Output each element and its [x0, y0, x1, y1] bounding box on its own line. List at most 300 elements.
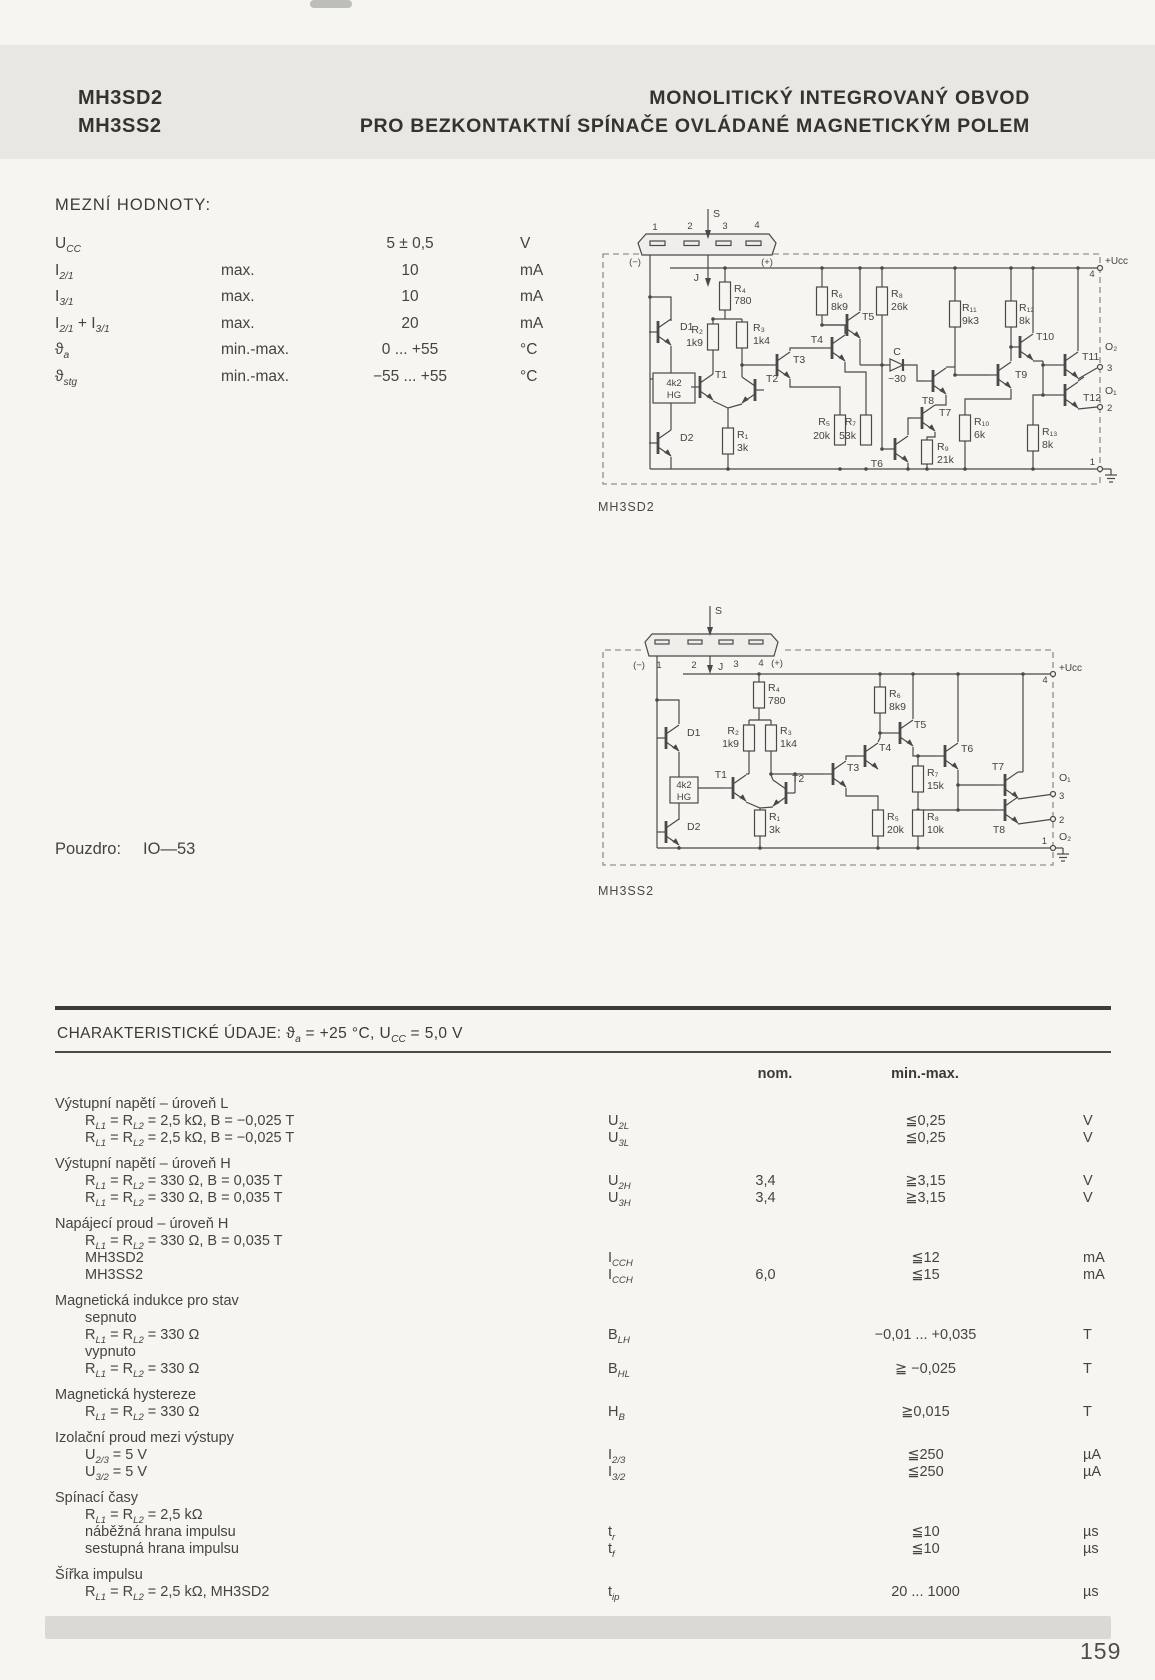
symbol: $I_{3/2}$	[608, 1464, 626, 1483]
section-label: Izolační proud mezi výstupy	[55, 1430, 234, 1446]
nom-value: 6,0	[755, 1267, 776, 1283]
label-r1-value: 3k	[737, 442, 749, 454]
nom-value	[708, 1113, 823, 1130]
limits-table	[55, 231, 595, 390]
nom-value: 3,4	[755, 1173, 776, 1189]
label-t5: T5	[862, 311, 875, 323]
transistor-t9	[989, 362, 1012, 389]
nom-value	[708, 1524, 823, 1541]
label-hg: HG	[676, 792, 692, 803]
unit: V	[1083, 1190, 1093, 1206]
condition: $R_{L1} = R_{L2} = 330$ Ω, B = 0,035 T	[85, 1233, 283, 1252]
pin-label: 3	[1107, 363, 1113, 374]
table-data-row	[55, 1344, 1107, 1361]
condition: $R_{L1} = R_{L2} = 330$ Ω	[85, 1327, 200, 1346]
unit: µs	[1083, 1524, 1099, 1540]
label-r3: R₃	[753, 322, 765, 334]
polarity-plus: (+)	[771, 658, 783, 669]
table-section-row	[55, 1096, 1107, 1113]
minmax-value	[823, 1233, 1028, 1250]
diode-c	[890, 359, 903, 371]
minmax-value: 20 ... 1000	[891, 1584, 960, 1600]
characteristics-title: CHARAKTERISTICKÉ ÚDAJE: $ϑ_a = +25$ °C, $U_{CC} = 5,0$ V	[57, 1025, 463, 1046]
label-r6: R₆	[889, 688, 901, 700]
part-numbers	[78, 84, 163, 140]
label-r1: R₁	[737, 429, 749, 441]
minmax-value: ≦10	[911, 1524, 940, 1540]
label-r4: R₄	[734, 283, 746, 295]
flux-arrow-j-icon	[707, 656, 713, 674]
resistor-r5-body	[873, 810, 884, 836]
limit-row	[55, 284, 595, 311]
transistor-t6	[886, 436, 909, 463]
condition: $R_{L1} = R_{L2} = 2,5$ kΩ, B = −0,025 T	[85, 1113, 295, 1132]
limit-row	[55, 364, 595, 391]
section-label: Výstupní napětí – úroveň L	[55, 1096, 229, 1112]
label-r2: R₂	[727, 725, 739, 737]
label-o2: O₂	[1105, 341, 1118, 353]
resistor-r1-body	[723, 428, 734, 454]
title-line-2: PRO BEZKONTAKTNÍ SPÍNAČE OVLÁDANÉ MAGNETICKÝM POLEM	[359, 115, 1030, 137]
label-r10-value: 6k	[974, 429, 986, 441]
transistor-t8	[924, 368, 947, 395]
package-label: Pouzdro:	[55, 840, 122, 858]
label-t7: T7	[939, 407, 952, 419]
transistor-d2	[657, 819, 680, 846]
characteristics-table	[55, 1087, 1107, 1601]
table-data-row	[55, 1584, 1107, 1601]
label-t6: T6	[961, 743, 974, 755]
symbol: $U_{2H}$	[608, 1173, 631, 1192]
minmax-value: ≧3,15	[905, 1190, 946, 1206]
pin-label: 3	[1059, 791, 1065, 802]
pin-label: 4	[758, 658, 764, 669]
transistor-d1	[657, 725, 680, 752]
table-data-row	[55, 1173, 1107, 1190]
unit: V	[1083, 1130, 1093, 1146]
label-r6: R₆	[831, 288, 843, 300]
polarity-minus: (−)	[629, 257, 641, 268]
transistor-t7	[913, 405, 936, 432]
limit-condition	[205, 231, 325, 258]
label-d2: D2	[680, 432, 694, 444]
polarity-minus: (−)	[633, 660, 645, 671]
label-r3: R₃	[780, 725, 792, 737]
limit-unit: °C	[520, 341, 538, 358]
minmax-value	[823, 1507, 1028, 1524]
table-data-row	[55, 1447, 1107, 1464]
transistor-t12	[1056, 382, 1079, 409]
limit-row	[55, 337, 595, 364]
symbol	[608, 1233, 708, 1250]
symbol: $I_{2/3}$	[608, 1447, 626, 1466]
column-header-minmax: min.-max.	[891, 1066, 959, 1082]
label-r4: R₄	[768, 682, 780, 694]
flux-arrow-s-icon	[707, 606, 713, 636]
pin-label: 2	[1107, 403, 1113, 414]
minmax-value: ≧ −0,025	[895, 1361, 956, 1377]
resistor-r6-body	[875, 687, 886, 713]
limit-condition: min.-max.	[221, 367, 290, 385]
condition: sepnuto	[85, 1310, 137, 1326]
label-t8: T8	[992, 824, 1006, 836]
label-hg-value: 4k2	[676, 780, 692, 791]
limit-unit: mA	[520, 314, 544, 332]
label-t2: T2	[792, 773, 805, 785]
polarity-plus: (+)	[761, 257, 773, 268]
limit-condition: min.-max.	[221, 341, 290, 358]
limit-condition: max.	[221, 314, 255, 332]
label-r6-value: 8k9	[889, 701, 906, 713]
table-data-row	[55, 1310, 1107, 1327]
label-d1: D1	[680, 321, 694, 333]
pin-label: 3	[722, 221, 728, 232]
transistor-t4	[823, 335, 846, 362]
table-data-row	[55, 1361, 1107, 1378]
label-r4-value: 780	[768, 695, 786, 707]
transistor-t8	[996, 797, 1019, 824]
table-section-row	[55, 1430, 1107, 1447]
resistor-r2-body	[708, 324, 719, 350]
limit-unit: V	[520, 235, 531, 252]
label-r5-value: 20k	[813, 430, 830, 442]
terminal-out3	[1098, 365, 1103, 370]
limit-symbol: $I_{2/1} + I_{3/1}$	[55, 314, 110, 335]
label-r1-value: 3k	[769, 824, 781, 836]
pin-label: 2	[691, 660, 697, 671]
boundary-dashed-box	[603, 650, 1053, 865]
flux-arrow-j-icon	[705, 255, 711, 287]
section-label: Magnetická indukce pro stav	[55, 1293, 239, 1309]
resistor-r13-body	[1028, 425, 1039, 451]
terminal-out3	[1051, 792, 1056, 797]
label-r3-value: 1k4	[780, 738, 797, 750]
limit-condition: max.	[221, 261, 255, 279]
limit-unit: mA	[520, 261, 544, 279]
label-r9-value: 21k	[937, 454, 954, 466]
label-t12: T12	[1083, 392, 1102, 404]
table-data-row	[55, 1524, 1107, 1541]
pin-label: 3	[733, 659, 739, 670]
condition: $R_{L1} = R_{L2} = 2,5$ kΩ, MH3SD2	[85, 1584, 270, 1603]
table-data-row	[55, 1327, 1107, 1344]
unit: µs	[1083, 1541, 1099, 1557]
resistor-r1-body	[755, 810, 766, 836]
resistor-r8-body	[913, 810, 924, 836]
condition: $R_{L1} = R_{L2} = 330$ Ω	[85, 1361, 200, 1380]
symbol: $U_{3L}$	[608, 1130, 630, 1149]
condition: náběžná hrana impulsu	[85, 1524, 236, 1540]
resistor-r3-body	[737, 322, 748, 348]
nom-value	[708, 1361, 823, 1378]
transistor-t6	[936, 743, 959, 770]
label-o2: O₂	[1059, 831, 1072, 843]
limit-symbol: $I_{3/1}$	[55, 288, 74, 309]
pin-label: 2	[687, 221, 693, 232]
schematic1-caption: MH3SD2	[598, 500, 655, 514]
package-outline	[645, 634, 778, 656]
symbol: $B_{HL}$	[608, 1361, 630, 1380]
table-data-row	[55, 1267, 1107, 1284]
section-label: Spínací časy	[55, 1490, 139, 1506]
limit-value: 10	[401, 261, 419, 279]
label-r8: R₈	[927, 811, 939, 823]
terminal-ucc	[1051, 672, 1056, 677]
label-r2-value: 1k9	[722, 738, 739, 750]
resistor-r4-body	[754, 682, 765, 708]
pin-label: 1	[652, 222, 658, 233]
condition: $U_{2/3} = 5$ V	[85, 1447, 148, 1466]
package-line	[55, 840, 195, 859]
document-title	[260, 84, 1030, 140]
limit-value: 10	[401, 288, 419, 305]
nom-value	[708, 1327, 823, 1344]
condition: $R_{L1} = R_{L2} = 2,5$ kΩ, B = −0,025 T	[85, 1130, 295, 1149]
nom-value	[708, 1584, 823, 1601]
minmax-value	[823, 1310, 1028, 1327]
label-r5-value: 20k	[887, 824, 904, 836]
schematic-mh3ss2	[595, 570, 1130, 880]
terminal-gnd	[1098, 467, 1103, 472]
label-r11-value: 9k3	[962, 315, 979, 327]
symbol	[608, 1344, 708, 1361]
nom-value	[708, 1541, 823, 1558]
label-j: J	[718, 661, 724, 673]
label-hg: HG	[666, 390, 682, 401]
resistor-r8-body	[877, 287, 888, 315]
minmax-value	[823, 1344, 1028, 1361]
table-data-row	[55, 1507, 1107, 1524]
limit-unit: °C	[520, 367, 538, 385]
table-header-rule	[55, 1051, 1111, 1053]
label-j: J	[693, 272, 699, 284]
minmax-value: ≧0,015	[901, 1404, 950, 1420]
label-r8: R₈	[891, 288, 903, 300]
nom-value	[708, 1447, 823, 1464]
table-data-row	[55, 1250, 1107, 1267]
label-t4: T4	[879, 742, 892, 754]
limit-value: −55 ... +55	[372, 367, 448, 385]
label-ucc: +Ucc	[1059, 663, 1083, 674]
symbol	[608, 1507, 708, 1524]
label-c: C	[893, 346, 901, 358]
table-data-row	[55, 1190, 1107, 1207]
symbol: $H_B$	[608, 1404, 625, 1423]
label-r12: R₁₂	[1019, 302, 1035, 314]
table-data-row	[55, 1464, 1107, 1481]
limit-condition: max.	[221, 288, 255, 305]
ground-icon	[1057, 848, 1069, 861]
label-t7: T7	[991, 761, 1005, 773]
label-t10: T10	[1036, 331, 1055, 343]
column-header-nom: nom.	[757, 1066, 793, 1082]
minmax-value: −0,01 ... +0,035	[874, 1327, 977, 1343]
label-r2: R₂	[691, 324, 703, 336]
label-t6: T6	[870, 458, 883, 470]
minmax-value: ≦0,25	[905, 1113, 946, 1129]
title-line-1: MONOLITICKÝ INTEGROVANÝ OBVOD	[649, 87, 1030, 109]
transistor-t5	[891, 720, 914, 747]
symbol: $I_{CCH}$	[608, 1250, 633, 1269]
minmax-value: ≦12	[911, 1250, 940, 1266]
label-t1: T1	[714, 369, 728, 381]
label-t9: T9	[1015, 369, 1028, 381]
limit-unit: mA	[520, 288, 544, 305]
label-r8-value: 26k	[891, 301, 908, 313]
resistor-r2-body	[744, 725, 755, 751]
symbol: $t_f$	[608, 1541, 615, 1560]
unit: V	[1083, 1113, 1093, 1129]
pin-label: 4	[1042, 675, 1048, 686]
label-o1: O₁	[1059, 772, 1071, 784]
terminal-out2	[1098, 405, 1103, 410]
part-number-1: MH3SD2	[78, 87, 163, 109]
unit: µs	[1083, 1584, 1099, 1600]
nom-value	[708, 1310, 823, 1327]
limit-value: 0 ... +55	[381, 341, 439, 358]
unit: µA	[1083, 1447, 1102, 1463]
schematic-mh3sd2	[595, 197, 1130, 497]
label-t3: T3	[847, 762, 860, 774]
table-section-row	[55, 1216, 1107, 1233]
nom-value	[708, 1250, 823, 1267]
resistor-r7-body	[861, 415, 872, 445]
terminal-ucc	[1098, 266, 1103, 271]
label-r7-value: 53k	[839, 430, 856, 442]
resistor-r10-body	[960, 415, 971, 441]
condition: $U_{3/2} = 5$ V	[85, 1464, 148, 1483]
unit: T	[1083, 1327, 1092, 1343]
unit: mA	[1083, 1267, 1105, 1283]
minmax-value: ≦15	[911, 1267, 940, 1283]
unit: V	[1083, 1173, 1093, 1189]
condition: MH3SD2	[85, 1250, 144, 1266]
label-r13: R₁₃	[1042, 426, 1058, 438]
scan-smudge	[310, 0, 352, 8]
limit-row	[55, 311, 595, 338]
label-r6-value: 8k9	[831, 301, 848, 313]
condition: MH3SS2	[85, 1267, 144, 1283]
pin-label: 1	[656, 660, 662, 671]
section-label: Magnetická hystereze	[55, 1387, 197, 1403]
unit: mA	[1083, 1250, 1105, 1266]
transistor-t3	[824, 761, 847, 788]
label-t4: T4	[810, 334, 823, 346]
resistor-r12-body	[1006, 301, 1017, 327]
minmax-value: ≦10	[911, 1541, 940, 1557]
condition: $R_{L1} = R_{L2} = 330$ Ω, B = 0,035 T	[85, 1190, 283, 1209]
label-r5: R₅	[887, 811, 899, 823]
limit-value: 5 ± 0,5	[386, 235, 434, 252]
symbol: $t_{ip}$	[608, 1584, 620, 1603]
table-section-row	[55, 1567, 1107, 1584]
table-data-row	[55, 1233, 1107, 1250]
transistor-t11	[1056, 352, 1079, 379]
nom-value	[708, 1233, 823, 1250]
package-outline	[638, 234, 776, 255]
section-label: Šířka impulsu	[55, 1567, 143, 1583]
label-t2: T2	[766, 373, 779, 385]
transistor-t1	[724, 775, 747, 802]
label-r10: R₁₀	[974, 416, 990, 428]
pin-label: 1	[1041, 836, 1047, 847]
unit: T	[1083, 1361, 1092, 1377]
package-value: IO—53	[143, 840, 196, 858]
unit	[1028, 1507, 1107, 1524]
label-r3-value: 1k4	[753, 335, 770, 347]
condition: vypnuto	[85, 1344, 136, 1360]
limit-value: 20	[401, 314, 419, 332]
nom-value	[708, 1507, 823, 1524]
transistor-d2	[649, 430, 672, 457]
minmax-value: ≦0,25	[905, 1130, 946, 1146]
table-section-row	[55, 1387, 1107, 1404]
section-label: Výstupní napětí – úroveň H	[55, 1156, 231, 1172]
resistor-r11-body	[950, 301, 961, 327]
label-t11: T11	[1082, 351, 1100, 363]
unit	[1028, 1344, 1107, 1361]
label-d2: D2	[687, 821, 701, 833]
label-r7: R₇	[844, 416, 856, 428]
ground-icon	[1105, 469, 1117, 482]
footer-band	[45, 1616, 1111, 1639]
label-t5: T5	[914, 719, 927, 731]
schematic2-caption: MH3SS2	[598, 884, 655, 898]
minmax-value: ≦250	[907, 1464, 944, 1480]
transistor-t4	[856, 743, 879, 770]
table-section-row	[55, 1490, 1107, 1507]
label-r1: R₁	[769, 811, 781, 823]
limit-symbol: $I_{2/1}$	[55, 261, 74, 282]
condition: $R_{L1} = R_{L2} = 330$ Ω, B = 0,035 T	[85, 1173, 283, 1192]
table-section-row	[55, 1293, 1107, 1310]
circuit-wires	[657, 656, 1063, 848]
terminal-gnd	[1051, 846, 1056, 851]
terminal-out2	[1051, 817, 1056, 822]
symbol: $U_{3H}$	[608, 1190, 631, 1209]
table-top-rule	[55, 1006, 1111, 1010]
section-label: Napájecí proud – úroveň H	[55, 1216, 229, 1232]
label-r5: R₅	[818, 416, 830, 428]
table-data-row	[55, 1541, 1107, 1558]
label-r7-value: 15k	[927, 780, 944, 792]
unit: µA	[1083, 1464, 1102, 1480]
resistor-r6-body	[817, 287, 828, 315]
nom-value	[708, 1344, 823, 1361]
label-r7: R₇	[927, 767, 939, 779]
table-section-row	[55, 1156, 1107, 1173]
limits-title: MEZNÍ HODNOTY:	[55, 196, 212, 214]
page-number: 159	[1080, 1638, 1122, 1664]
nom-value	[708, 1404, 823, 1421]
label-r12-value: 8k	[1019, 315, 1031, 327]
symbol: $t_r$	[608, 1524, 616, 1543]
label-r11: R₁₁	[962, 302, 977, 314]
transistor-t5	[838, 312, 861, 339]
label-s: S	[715, 605, 723, 617]
part-number-2: MH3SS2	[78, 115, 162, 137]
condition: $R_{L1} = R_{L2} = 2,5$ kΩ	[85, 1507, 203, 1526]
transistor-t7	[996, 772, 1019, 799]
resistor-r3-body	[766, 725, 777, 751]
label-t3: T3	[793, 354, 806, 366]
condition: sestupná hrana impulsu	[85, 1541, 239, 1557]
nom-value: 3,4	[755, 1190, 776, 1206]
label-ucc: +Ucc	[1105, 256, 1129, 267]
resistor-r4-body	[720, 282, 731, 310]
label-hg-value: 4k2	[666, 378, 682, 389]
label-d1: D1	[687, 727, 701, 739]
